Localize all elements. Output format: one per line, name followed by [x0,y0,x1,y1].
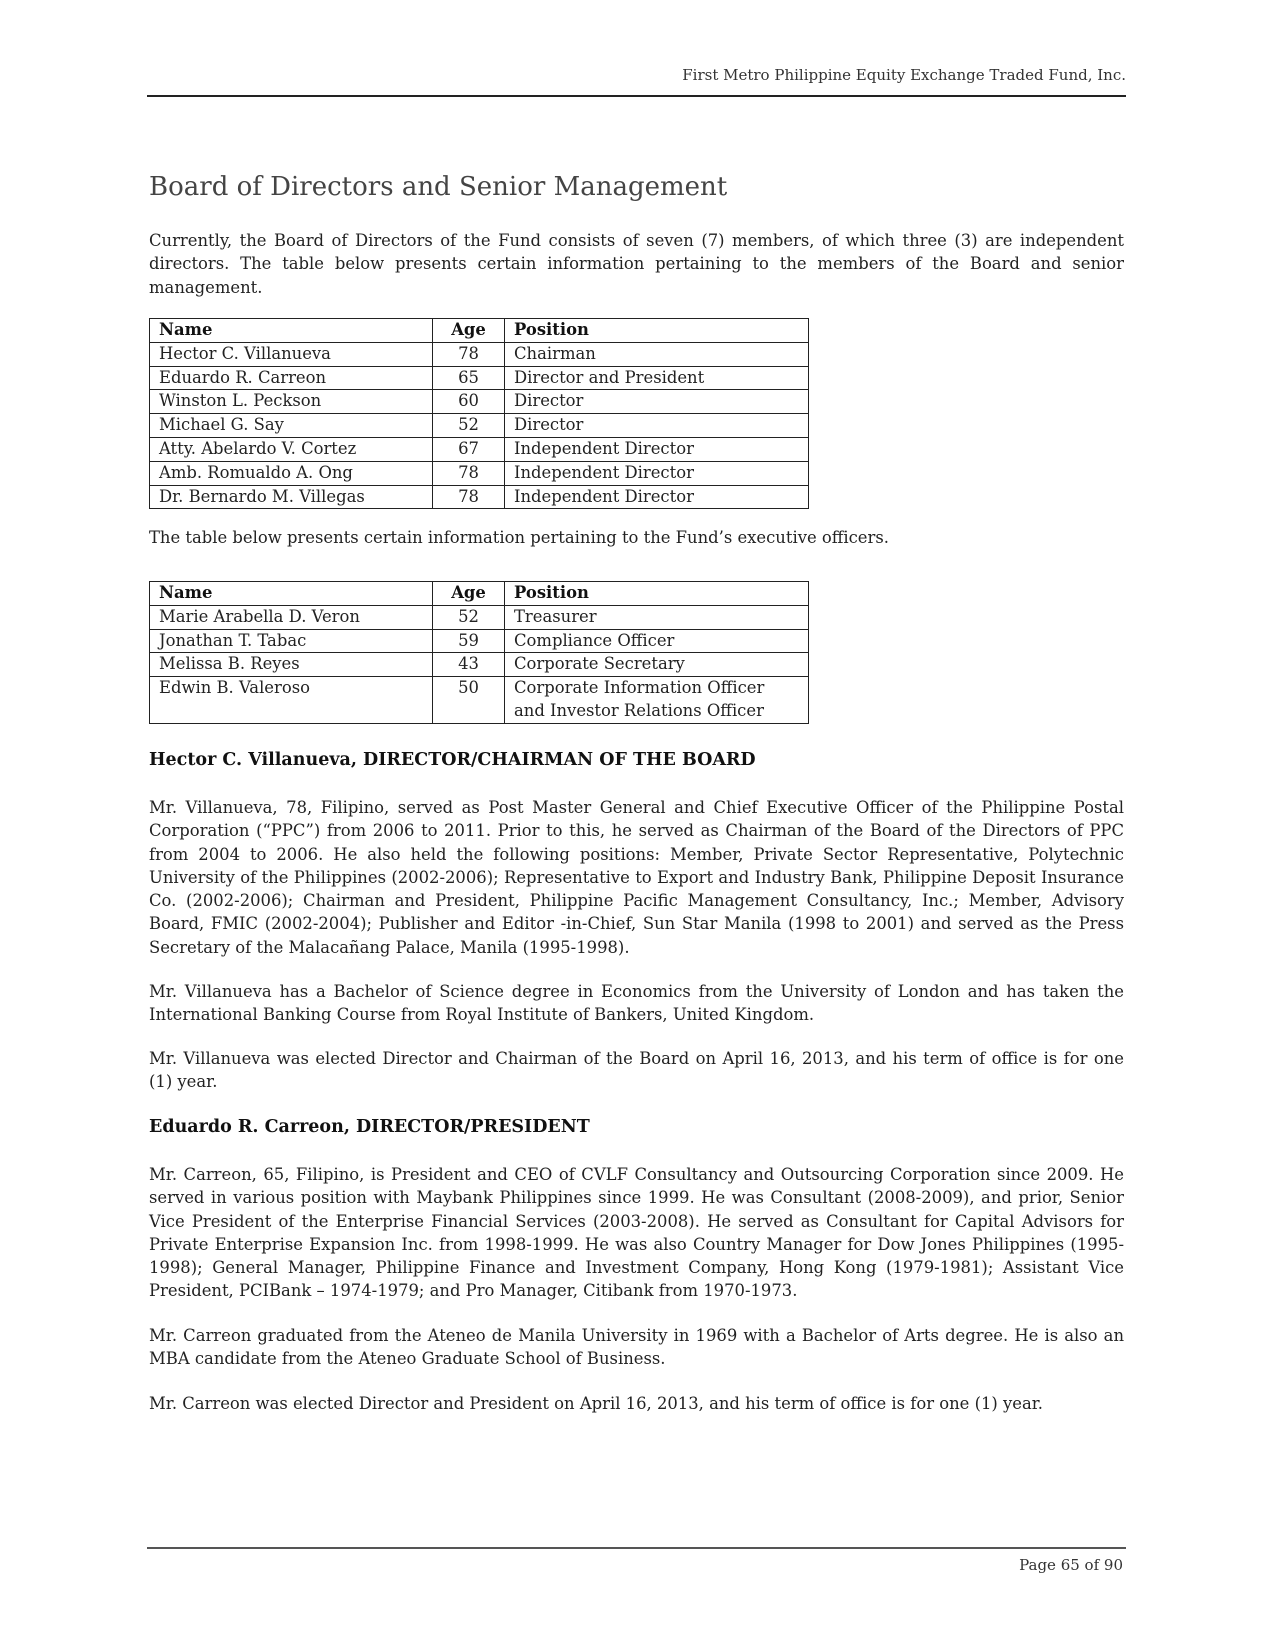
cell-name: Edwin B. Valeroso [150,677,433,724]
cell-position: Chairman [505,342,809,366]
cell-name: Melissa B. Reyes [150,653,433,677]
cell-name: Jonathan T. Tabac [150,629,433,653]
cell-position: Independent Director [505,485,809,509]
cell-name: Atty. Abelardo V. Cortez [150,437,433,461]
cell-age: 67 [433,437,505,461]
bio-paragraph: Mr. Villanueva has a Bachelor of Science degree in Economics from the University of London and has taken the International Banking Course from Royal Institute of Bankers, United Kingdom. [149,982,1124,1025]
table-row [150,677,809,724]
page-number: Page 65 of 90 [1019,1556,1123,1574]
bio-paragraph: Mr. Carreon, 65, Filipino, is President and CEO of CVLF Consultancy and Outsourcing Corporation since 2009. He served in various position with Maybank Philippines since 1999. He was Consultant (2008-2009), and prior, Senior Vice President of the Enterprise Financial Services (2003-2008). He served as Consultant for Capital Advisors for Private Enterprise Expansion Inc. from 1998-1999. He was also Country Manager for Dow Jones Philippines (1995-1998); General Manager, Philippine Finance and Investment Company, Hong Kong (1979-1981); Assistant Vice President, PCIBank – 1974-1979; and Pro Manager, Citibank from 1970-1973. [149,1165,1124,1301]
cell-age: 59 [433,629,505,653]
table-row [150,629,809,653]
column-header-position: Position [505,319,809,343]
table-row [150,485,809,509]
table-row [150,366,809,390]
cell-age: 78 [433,461,505,485]
column-header-age: Age [433,319,505,343]
cell-name: Marie Arabella D. Veron [150,605,433,629]
running-header: First Metro Philippine Equity Exchange Traded Fund, Inc. [682,66,1126,84]
section-title: Board of Directors and Senior Management [149,172,728,202]
cell-age: 52 [433,605,505,629]
table-header-row [150,319,809,343]
bio-heading-carreon: Eduardo R. Carreon, DIRECTOR/PRESIDENT [149,1117,590,1137]
cell-age: 65 [433,366,505,390]
header-rule [147,95,1126,97]
cell-name: Michael G. Say [150,414,433,438]
column-header-position: Position [505,582,809,606]
cell-position: Independent Director [505,461,809,485]
cell-position: Corporate Secretary [505,653,809,677]
cell-age: 60 [433,390,505,414]
cell-position: Director and President [505,366,809,390]
cell-name: Amb. Romualdo A. Ong [150,461,433,485]
column-header-name: Name [150,319,433,343]
cell-name: Eduardo R. Carreon [150,366,433,390]
table-row [150,653,809,677]
bio-paragraph: Mr. Villanueva was elected Director and Chairman of the Board on April 16, 2013, and his term of office is for one (1) year. [149,1049,1124,1092]
table-row [150,461,809,485]
table-row [150,390,809,414]
cell-age: 78 [433,485,505,509]
cell-age: 78 [433,342,505,366]
cell-name: Hector C. Villanueva [150,342,433,366]
bio-paragraph: Mr. Villanueva, 78, Filipino, served as Post Master General and Chief Executive Officer of the Philippine Postal Corporation (“PPC”) from 2006 to 2011. Prior to this, he served as Chairman of the Board of the Directors of PPC from 2004 to 2006. He also held the following positions: Member, Private Sector Representative, Polytechnic University of the Philippines (2002-2006); Representative to Export and Industry Bank, Philippine Deposit Insurance Co. (2002-2006); Chairman and President, Philippine Pacific Management Consultancy, Inc.; Member, Advisory Board, FMIC (2002-2004); Publisher and Editor -in-Chief, Sun Star Manila (1998 to 2001) and served as the Press Secretary of the Malacañang Palace, Manila (1995-1998). [149,798,1124,957]
table-row [150,414,809,438]
intro-paragraph: Currently, the Board of Directors of the Fund consists of seven (7) members, of which three (3) are independent directors. The table below presents certain information pertaining to the members of the Board and senior management. [149,231,1124,297]
footer-rule [147,1547,1126,1549]
column-header-name: Name [150,582,433,606]
bio-heading-villanueva: Hector C. Villanueva, DIRECTOR/CHAIRMAN OF THE BOARD [149,750,756,770]
officers-table [149,581,809,724]
cell-position: Director [505,414,809,438]
cell-position: Treasurer [505,605,809,629]
table-row [150,342,809,366]
cell-name: Dr. Bernardo M. Villegas [150,485,433,509]
cell-position: Director [505,390,809,414]
bio-paragraph: Mr. Carreon was elected Director and President on April 16, 2013, and his term of office is for one (1) year. [149,1394,1043,1413]
cell-age: 52 [433,414,505,438]
cell-position: Independent Director [505,437,809,461]
cell-position: Compliance Officer [505,629,809,653]
cell-age: 43 [433,653,505,677]
table-row [150,605,809,629]
column-header-age: Age [433,582,505,606]
table-header-row [150,582,809,606]
table-row [150,437,809,461]
cell-age: 50 [433,677,505,724]
officers-intro-paragraph: The table below presents certain information pertaining to the Fund’s executive officers. [149,528,889,547]
bio-paragraph: Mr. Carreon graduated from the Ateneo de Manila University in 1969 with a Bachelor of Arts degree. He is also an MBA candidate from the Ateneo Graduate School of Business. [149,1326,1124,1369]
cell-position: Corporate Information Officer and Investor Relations Officer [505,677,809,724]
cell-name: Winston L. Peckson [150,390,433,414]
board-table [149,318,809,509]
